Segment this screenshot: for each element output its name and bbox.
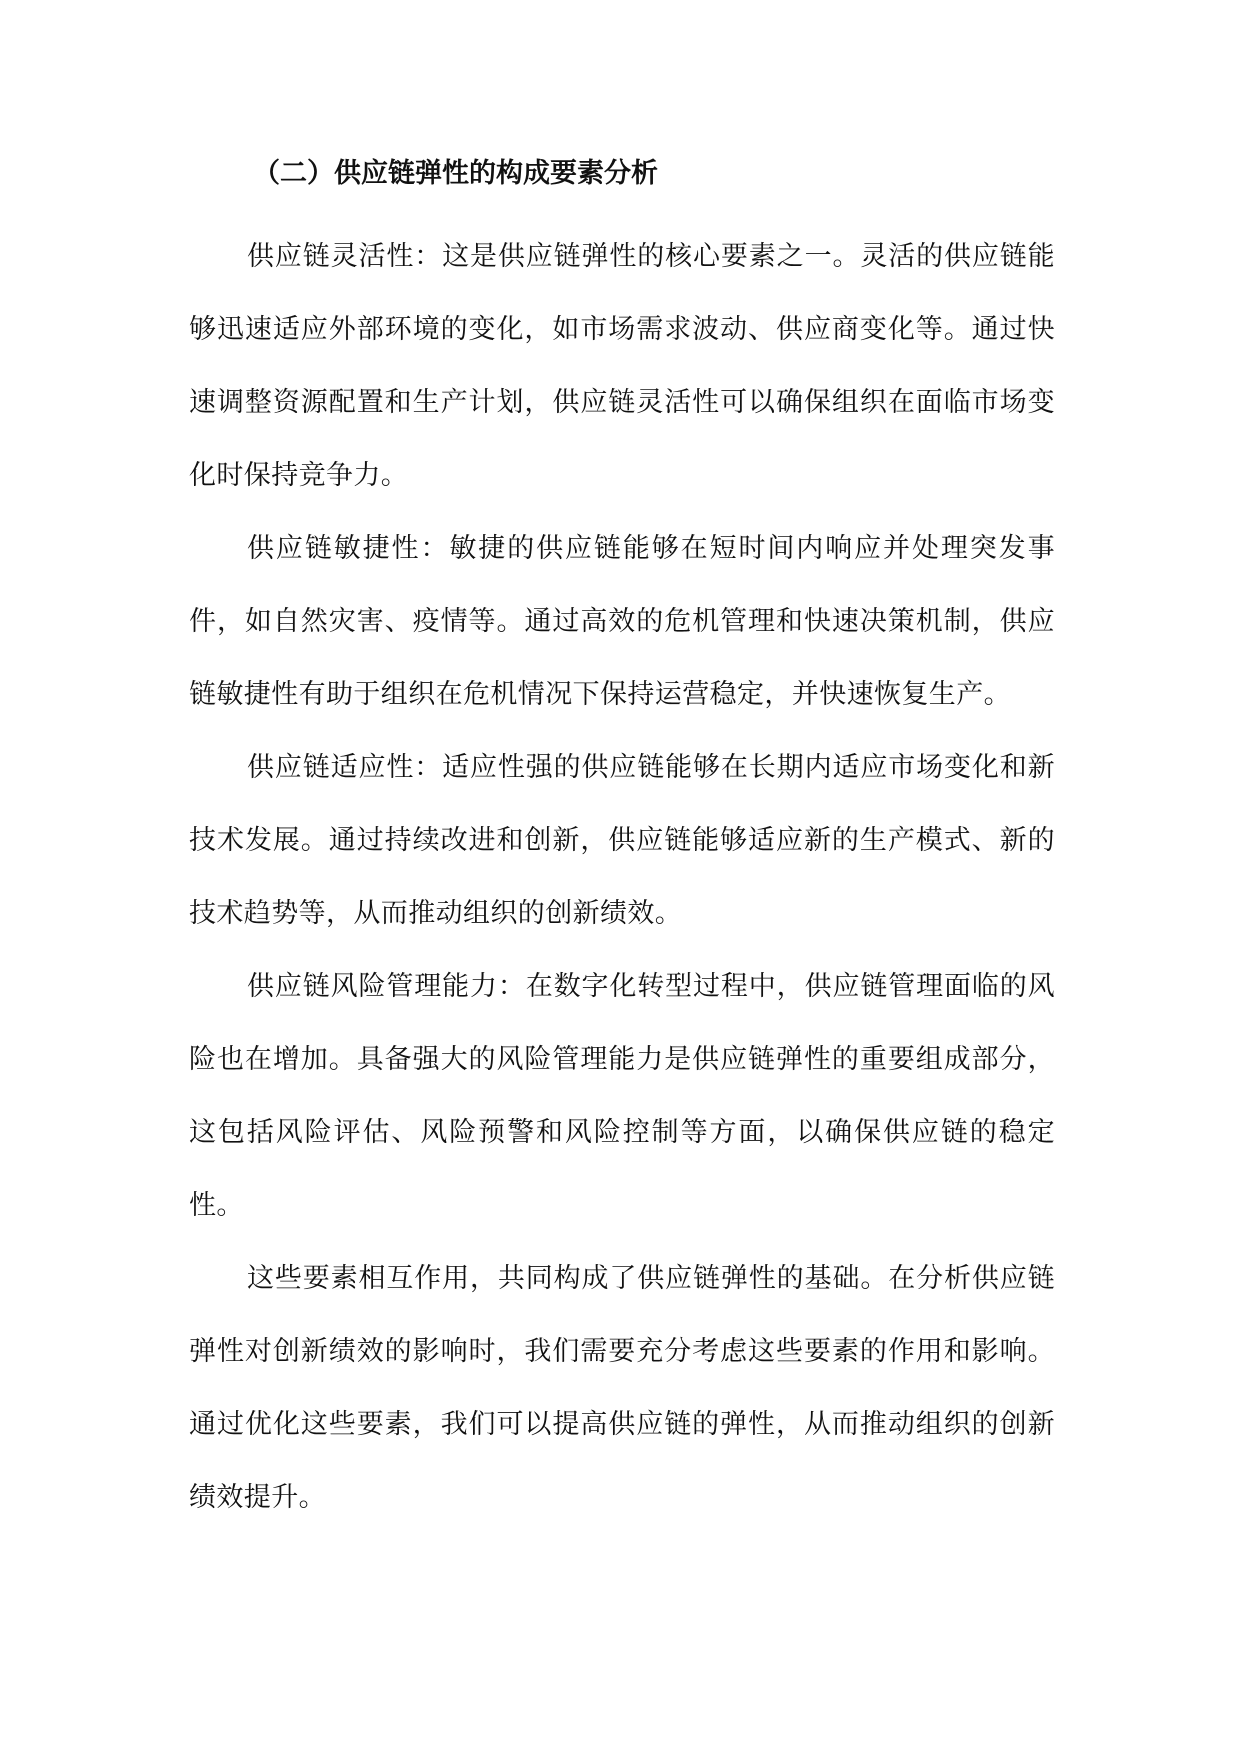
paragraph-summary: 这些要素相互作用，共同构成了供应链弹性的基础。在分析供应链弹性对创新绩效的影响时，我们需要充分考虑这些要素的作用和影响。通过优化这些要素，我们可以提高供应链的弹性，从而推动组织的创新绩效提升。 <box>189 1263 1055 1513</box>
document-body <box>189 144 1055 1534</box>
paragraph-agility: 供应链敏捷性：敏捷的供应链能够在短时间内响应并处理突发事件，如自然灾害、疫情等。通过高效的危机管理和快速决策机制，供应链敏捷性有助于组织在危机情况下保持运营稳定，并快速恢复生产。 <box>189 533 1055 710</box>
paragraph-flexibility: 供应链灵活性：这是供应链弹性的核心要素之一。灵活的供应链能够迅速适应外部环境的变化，如市场需求波动、供应商变化等。通过快速调整资源配置和生产计划，供应链灵活性可以确保组织在面临市场变化时保持竞争力。 <box>189 241 1055 491</box>
paragraph-adaptability: 供应链适应性：适应性强的供应链能够在长期内适应市场变化和新技术发展。通过持续改进和创新，供应链能够适应新的生产模式、新的技术趋势等，从而推动组织的创新绩效。 <box>189 752 1055 929</box>
paragraph-risk-management: 供应链风险管理能力：在数字化转型过程中，供应链管理面临的风险也在增加。具备强大的风险管理能力是供应链弹性的重要组成部分，这包括风险评估、风险预警和风险控制等方面，以确保供应链的稳定性。 <box>189 971 1055 1221</box>
section-heading: （二）供应链弹性的构成要素分析 <box>253 158 658 189</box>
